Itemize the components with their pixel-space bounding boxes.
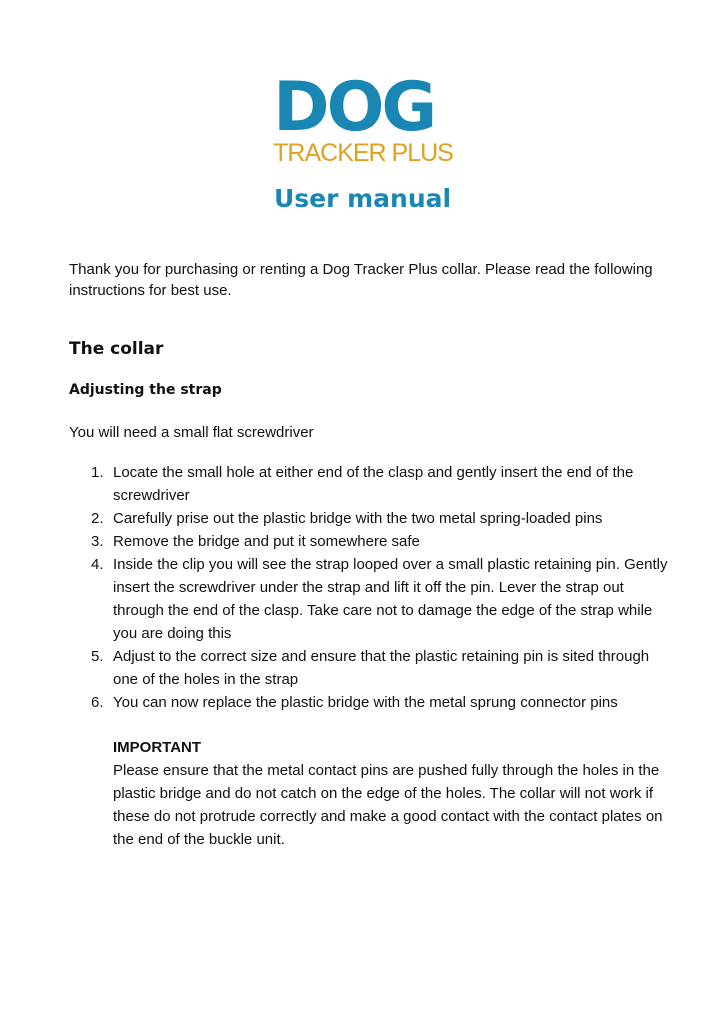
logo-dog-text: DOG bbox=[273, 68, 435, 147]
step-text: Carefully prise out the plastic bridge with the two metal spring-loaded pins bbox=[113, 510, 603, 527]
step-text: You can now replace the plastic bridge with the metal sprung connector pins bbox=[113, 694, 618, 711]
list-item bbox=[69, 553, 669, 645]
brand-logo bbox=[0, 68, 725, 167]
step-text: Remove the bridge and put it somewhere safe bbox=[113, 533, 420, 550]
important-note bbox=[113, 736, 663, 851]
step-number: 6. bbox=[91, 694, 104, 711]
step-text: Adjust to the correct size and ensure that the plastic retaining pin is sited through one of the holes in the strap bbox=[113, 648, 650, 688]
step-number: 5. bbox=[91, 648, 104, 665]
important-heading: IMPORTANT bbox=[113, 739, 202, 756]
intro-paragraph: Thank you for purchasing or renting a Dog Tracker Plus collar. Please read the following instructions for best use. bbox=[69, 261, 653, 299]
list-item bbox=[69, 507, 669, 530]
logo-tracker-plus-text: TRACKER PLUS bbox=[273, 139, 453, 167]
step-text: Inside the clip you will see the strap looped over a small plastic retaining pin. Gently insert the screwdriver under the strap and lift it off the pin. Lever the strap out through the end of the clasp. Take care not to damage the edge of the strap while you are doing this bbox=[113, 556, 668, 642]
list-item bbox=[69, 691, 669, 714]
step-text: Locate the small hole at either end of the clasp and gently insert the end of the screwdriver bbox=[113, 464, 634, 504]
step-number: 2. bbox=[91, 510, 104, 527]
important-body: Please ensure that the metal contact pins are pushed fully through the holes in the plastic bridge and do not catch on the edge of the holes. The collar will not work if these do not protrude correctly and make a good contact with the contact plates on the end of the buckle unit. bbox=[113, 762, 663, 848]
list-item bbox=[69, 461, 669, 507]
list-item bbox=[69, 645, 669, 691]
page-title: User manual bbox=[273, 184, 452, 213]
list-item bbox=[69, 530, 669, 553]
logo-wordmark bbox=[272, 68, 453, 167]
step-number: 4. bbox=[91, 556, 104, 573]
subsection-heading: Adjusting the strap bbox=[69, 382, 222, 398]
step-number: 3. bbox=[91, 533, 104, 550]
instruction-steps bbox=[69, 461, 669, 714]
section-heading: The collar bbox=[69, 339, 164, 359]
step-number: 1. bbox=[91, 464, 104, 481]
tools-needed-text: You will need a small flat screwdriver bbox=[69, 424, 314, 441]
